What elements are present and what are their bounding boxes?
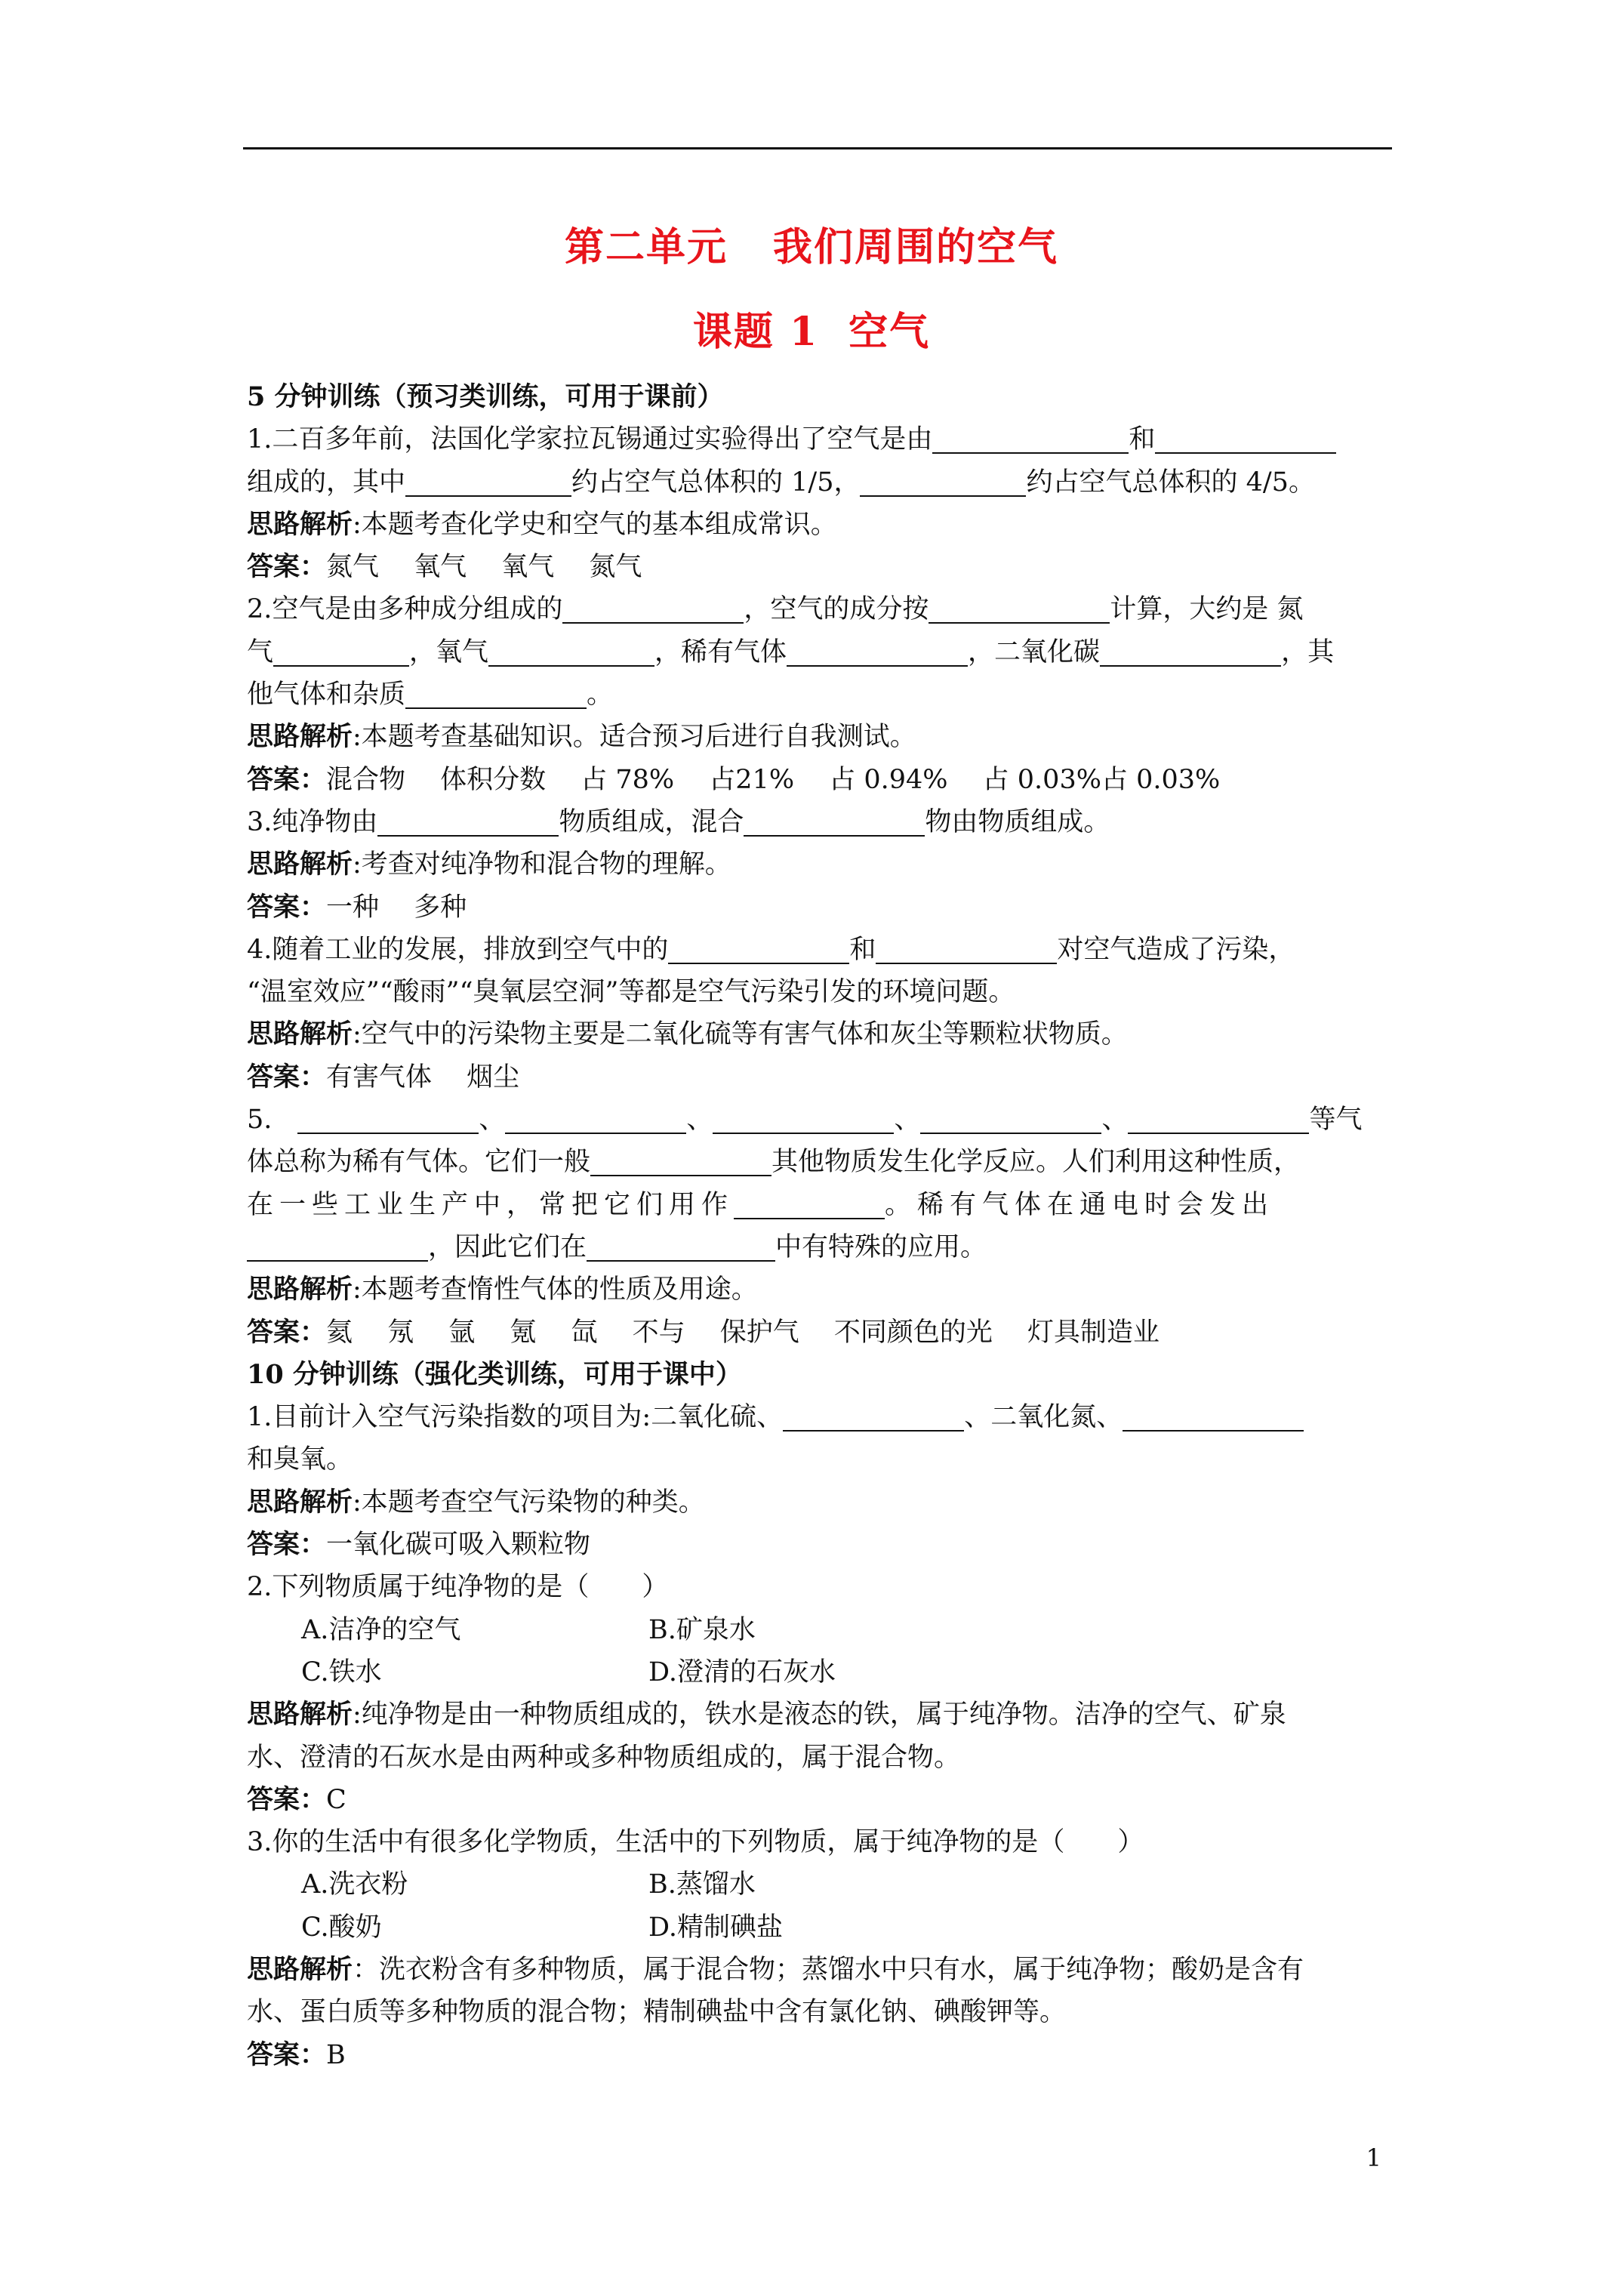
q4-line2: “温室效应”“酸雨”“臭氧层空洞”等都是空气污染引发的环境问题。: [247, 977, 1015, 1008]
q5-line1: 5. 、 、 、 、 等气: [247, 1099, 1390, 1141]
q2-line2: 气 ，氧气 ，稀有气体 ，二氧化碳 ，其: [247, 631, 1390, 673]
blank[interactable]: [920, 1102, 1101, 1134]
q1-line2: 组成的，其中 约占空气总体积的 1/5， 约占空气总体积的 4/5。: [247, 461, 1390, 504]
page-number: 1: [1366, 2143, 1381, 2172]
blank[interactable]: [744, 805, 925, 837]
blank[interactable]: [590, 1145, 771, 1176]
blank[interactable]: [377, 805, 559, 837]
exercise-content: [247, 376, 1390, 2076]
header-rule: [243, 147, 1392, 149]
t3-analysis-line1: 思路解析：洗衣粉含有多种物质，属于混合物；蒸馏水中只有水，属于纯净物；酸奶是含有: [247, 1953, 1304, 1985]
blank[interactable]: [783, 1400, 964, 1432]
q2-line3: 他气体和杂质 。: [247, 673, 1390, 716]
blank[interactable]: [247, 1230, 428, 1262]
option-a[interactable]: A.洁净的空气: [301, 1614, 461, 1645]
q5-line2: 体总称为稀有气体。它们一般 其他物质发生化学反应。人们利用这种性质，: [247, 1141, 1390, 1183]
blank[interactable]: [1128, 1102, 1309, 1134]
option-d[interactable]: D.精制碘盐: [648, 1912, 783, 1943]
blank[interactable]: [876, 932, 1057, 964]
q4-answer: 答案：有害气体 烟尘: [247, 1061, 520, 1093]
q2-answer: 答案：混合物 体积分数 占 78% 占21% 占 0.94% 占 0.03%占 0.03%: [247, 763, 1221, 795]
t2-analysis-line2: 水、澄清的石灰水是由两种或多种物质组成的，属于混合物。: [247, 1742, 961, 1773]
section-heading-5min: 5 分钟训练（预习类训练，可用于课前）: [247, 381, 724, 412]
t3-answer: 答案：B: [247, 2039, 346, 2070]
option-a[interactable]: A.洗衣粉: [301, 1869, 408, 1900]
q2-line1: 2.空气是由多种成分组成的 ，空气的成分按 计算，大约是 氮: [247, 588, 1390, 630]
section-heading-10min: 10 分钟训练（强化类训练，可用于课中）: [247, 1358, 742, 1390]
q5-answer: 答案：氦 氖 氩 氪 氙 不与 保护气 不同颜色的光 灯具制造业: [247, 1316, 1160, 1348]
q4-line1: 4.随着工业的发展，排放到空气中的 和 对空气造成了污染，: [247, 929, 1390, 971]
blank[interactable]: [405, 465, 571, 497]
t1-analysis: 思路解析:本题考查空气污染物的种类。: [247, 1486, 705, 1518]
blank[interactable]: [734, 1188, 885, 1219]
q3-analysis: 思路解析:考查对纯净物和混合物的理解。: [247, 849, 731, 880]
blank[interactable]: [932, 422, 1129, 454]
blank[interactable]: [1155, 422, 1336, 454]
t3-stem: 3.你的生活中有很多化学物质，生活中的下列物质，属于纯净物的是（ ）: [247, 1827, 1144, 1858]
q2-analysis: 思路解析:本题考查基础知识。适合预习后进行自我测试。: [247, 721, 916, 753]
t1-line2: 和臭氧。: [247, 1444, 353, 1475]
blank[interactable]: [1100, 635, 1281, 667]
t2-options-row1: [247, 1609, 1390, 1651]
lesson-title: 课题 1 空气: [692, 309, 931, 355]
blank[interactable]: [505, 1102, 686, 1134]
t1-answer: 答案：一氧化碳可吸入颗粒物: [247, 1529, 591, 1561]
q1-analysis: 思路解析:本题考查化学史和空气的基本组成常识。: [247, 508, 837, 540]
blank[interactable]: [713, 1102, 894, 1134]
t1-line1: 1.目前计入空气污染指数的项目为:二氧化硫、 、二氧化氮、: [247, 1396, 1390, 1438]
t3-options-row2: [247, 1906, 1390, 1949]
option-b[interactable]: B.矿泉水: [648, 1614, 756, 1645]
t2-stem: 2.下列物质属于纯净物的是（ ）: [247, 1572, 669, 1603]
q1-answer: 答案：氮气 氧气 氧气 氮气: [247, 551, 642, 583]
blank[interactable]: [668, 932, 849, 964]
option-c[interactable]: C.酸奶: [301, 1912, 382, 1943]
q5-line4: ，因此它们在 中有特殊的应用。: [247, 1226, 1390, 1268]
t2-answer: 答案：C: [247, 1783, 346, 1815]
option-d[interactable]: D.澄清的石灰水: [648, 1657, 836, 1687]
blank[interactable]: [587, 1230, 775, 1262]
blank[interactable]: [488, 635, 654, 667]
blank[interactable]: [787, 635, 968, 667]
q4-analysis: 思路解析:空气中的污染物主要是二氧化硫等有害气体和灰尘等颗粒状物质。: [247, 1019, 1128, 1050]
t2-analysis-line1: 思路解析:纯净物是由一种物质组成的，铁水是液态的铁，属于纯净物。洁净的空气、矿泉: [247, 1699, 1286, 1730]
blank[interactable]: [1123, 1400, 1304, 1432]
t3-options-row1: [247, 1863, 1390, 1906]
blank[interactable]: [297, 1102, 479, 1134]
q3-answer: 答案：一种 多种: [247, 891, 467, 923]
blank[interactable]: [405, 677, 587, 709]
option-c[interactable]: C.铁水: [301, 1657, 382, 1687]
q3-line1: 3.纯净物由 物质组成，混合 物由物质组成。: [247, 801, 1390, 843]
blank[interactable]: [273, 635, 409, 667]
t2-options-row2: [247, 1651, 1390, 1693]
q5-line3: 在一些工业生产中，常把它们用作 。稀有气体在通电时会发出: [247, 1184, 1390, 1226]
blank[interactable]: [562, 592, 744, 624]
q5-analysis: 思路解析:本题考查惰性气体的性质及用途。: [247, 1274, 758, 1305]
q1-line1: 1.二百多年前，法国化学家拉瓦锡通过实验得出了空气是由 和: [247, 418, 1390, 461]
option-b[interactable]: B.蒸馏水: [648, 1869, 756, 1900]
blank[interactable]: [860, 465, 1026, 497]
unit-title: 第二单元 我们周围的空气: [564, 224, 1059, 270]
t3-analysis-line2: 水、蛋白质等多种物质的混合物；精制碘盐中含有氯化钠、碘酸钾等。: [247, 1997, 1067, 2028]
blank[interactable]: [929, 592, 1110, 624]
